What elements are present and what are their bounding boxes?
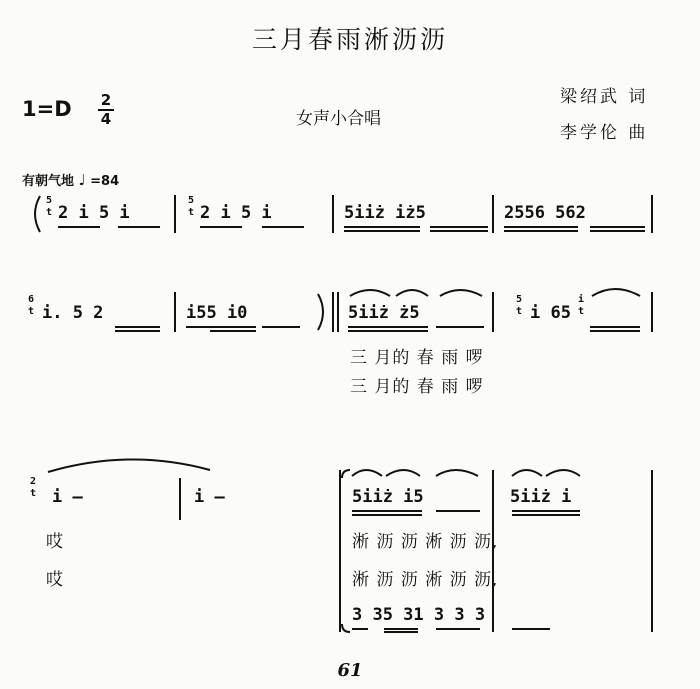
slur [440,290,482,296]
measure: 2 i 5 i [58,203,130,223]
time-signature-top: 2 [100,91,112,109]
page-number: 61 [337,660,363,681]
lyric-line-2: 三 月的 春 雨 啰 [350,377,484,397]
slur [352,470,382,476]
lyric-left-1: 哎 [46,532,64,552]
grace-note: t [46,207,53,218]
measure: i55 i0 [186,303,248,323]
slur [592,289,640,296]
slur [512,470,542,476]
grace-note: t [188,207,195,218]
tempo-value: =84 [90,174,120,189]
repeat-paren [318,294,323,330]
measure: i 65 [530,303,571,323]
measure: 5iiż i [510,487,572,507]
measure: 5iiż iż5 [344,203,426,223]
time-signature-bottom: 4 [100,110,112,128]
tempo-text: 有朝气地 [22,174,75,189]
slur [436,470,478,476]
grace-note: 6 [28,294,35,305]
performance-type: 女声小合唱 [296,109,381,129]
measure: i. 5 2 [42,303,104,323]
composer-name: 李学伦 [560,123,620,143]
key-signature: 1=D [22,97,72,121]
song-title: 三月春雨淅沥沥 [251,25,448,54]
repeat-paren [35,196,40,232]
measure: 2 i 5 i [200,203,272,223]
composer-role: 曲 [628,123,649,143]
staff-brace [342,470,350,478]
lower-part-line: 3 35 31 3 3 3 [352,605,486,625]
note-icon: ♩ [78,171,86,189]
lyricist-role: 词 [628,87,649,107]
measure: 2556 562 [504,203,586,223]
grace-note: t [28,306,35,317]
grace-note: 5 [46,195,53,206]
lyric-right-1: 淅 沥 沥 淅 沥 沥, [352,532,499,552]
measure: 5iiż ż5 [348,303,420,323]
lyric-line-1: 三 月的 春 雨 啰 [350,348,484,368]
measure: i — [194,487,225,507]
measure: 5iiż i5 [352,487,424,507]
slur [396,290,428,296]
grace-note: i [578,294,585,305]
staff-brace [342,624,350,632]
slur [546,470,580,476]
slur [48,459,210,472]
grace-note: t [30,488,37,499]
grace-note: t [578,306,585,317]
slur [386,470,420,476]
grace-note: 2 [30,476,37,487]
lyric-left-2: 哎 [46,570,64,590]
grace-note: 5 [516,294,523,305]
grace-note: t [516,306,523,317]
slur [350,290,390,296]
lyricist-name: 梁绍武 [560,87,620,107]
grace-note: 5 [188,195,195,206]
measure: i — [52,487,83,507]
lyric-right-2: 淅 沥 沥 淅 沥 沥, [352,570,499,590]
